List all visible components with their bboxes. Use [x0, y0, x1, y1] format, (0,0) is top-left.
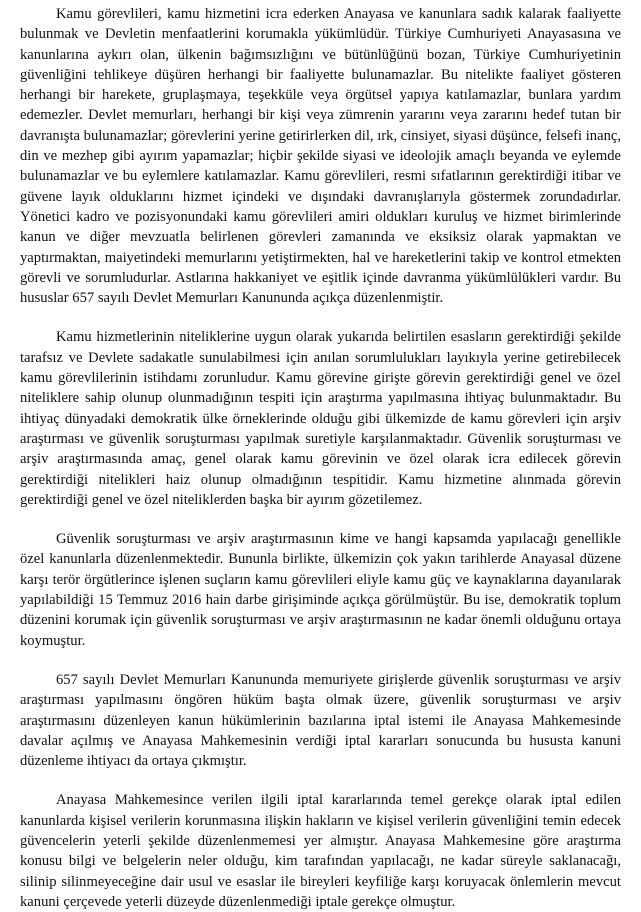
paragraph-security-investigation-scope: Güvenlik soruşturması ve arşiv araştırmasının kime ve hangi kapsamda yapılacağı genellikle özel kanunlarla düzenlenmektedir. Bununla birlikte, ülkemizin çok yakın tarihlerde Anayasal düzene karşı terör örgütlerince işlenen suçların kamu görevlileri eliyle kamu güç ve kaynaklarına dayanılarak yapılabildiği 15 Temmuz 2016 hain darbe girişiminde açıkça görülmüştür. Bu ise, demokratik toplum düzenini korumak için güvenlik soruşturması ve arşiv araştırmasının ne kadar önemli olduğunu ortaya koymuştur.: [20, 531, 621, 649]
paragraph-public-service-qualifications: Kamu hizmetlerinin niteliklerine uygun olarak yukarıda belirtilen esasların gerektirdiği şekilde tarafsız ve Devlete sadakatle sunulabilmesi için anılan sorumlulukları layıkıyla yerine getirebilecek kamu görevlilerinin istihdamı zorunludur. Kamu görevine girişte görevin gerektirdiği genel ve özel niteliklere sahip olunup olunmadığının tespiti için araştırma yapılmasına ihtiyaç bulunmaktadır. Bu ihtiyaç dünyadaki demokratik ülke örneklerinde olduğu gibi ülkemizde de kamu görevleri için arşiv araştırması ve güvenlik soruşturması yapılmak suretiyle karşılanmaktadır. Güvenlik soruşturması ve arşiv araştırmasında amaç, genel olarak kamu görevinin ve özel olarak icra edilecek görevin gerektirdiği nitelikleri haiz olunup olmadığının tespitidir. Kamu hizmetine alınmada görevin gerektirdiği genel ve özel niteliklerden başka bir ayırım gözetilemez.: [20, 329, 621, 508]
paragraph-constitutional-court-cases: 657 sayılı Devlet Memurları Kanununda memuriyete girişlerde güvenlik soruşturması ve arşiv araştırması yapılmasını öngören hüküm başta olmak üzere, güvenlik soruşturması ve arşiv araştırmasını düzenleyen kanun hükümlerinin bazılarına iptal istemi ile Anayasa Mahkemesinde davalar açılmış ve Anayasa Mahkemesinin verdiği iptal kararları sonucunda bu hususta kanuni düzenleme ihtiyacı da ortaya çıkmıştır.: [20, 671, 621, 770]
paragraph-civil-servant-duties: Kamu görevlileri, kamu hizmetini icra ederken Anayasa ve kanunlara sadık kalarak faaliyette bulunmak ve Devletin menfaatlerini korumakla yükümlüdür. Türkiye Cumhuriyeti Anayasasına ve kanunlarına aykırı olan, ülkenin bağımsızlığını ve bütünlüğünü bozan, Türkiye Cumhuriyetinin güvenliğini tehlikeye düşüren herhangi bir faaliyette bulunamazlar. Bu nitelikte faaliyet gösteren herhangi bir harekete, gruplaşmaya, teşekküle veya örgütsel yapıya katılamazlar, bunlara yardım edemezler. Devlet memurları, herhangi bir kişi veya zümrenin yararını veya zararını hedef tutan bir davranışta bulunamazlar; görevlerini yerine getirirlerken dil, ırk, cinsiyet, siyasi düşünce, felsefi inanç, din ve mezhep gibi ayırım yapamazlar; hiçbir şekilde siyasi ve ideolojik amaçlı beyanda ve eylemde bulunamazlar ve bu eylemlere katılamazlar. Kamu görevlileri, resmi sıfatlarının gerektirdiği itibar ve güvene layık olduklarını hizmet içindeki ve dışındaki davranışlarıyla göstermek zorundadırlar. Yönetici kadro ve pozisyonundaki kamu görevlileri amiri oldukları kuruluş ve hizmet birimlerinde kanun ve diğer mevzuatla belirlenen görevleri zamanında ve eksiksiz olarak yapmaktan ve yaptırmaktan, maiyetindeki memurlarını yetiştirmekten, hal ve hareketlerini takip ve kontrol etmekten görevli ve sorumludurlar. Astlarına hakkaniyet ve eşitlik içinde davranma yükümlülükleri vardır. Bu hususlar 657 sayılı Devlet Memurları Kanununda açıkça düzenlenmiştir.: [20, 6, 621, 307]
paragraph-annulment-grounds: Anayasa Mahkemesince verilen ilgili iptal kararlarında temel gerekçe olarak iptal edilen kanunlarda kişisel verilerin korunmasına ilişkin hakların ve kişisel verilerin güvenliğini temin edecek güvencelerin yeterli şekilde düzenlenmemesi yer almıştır. Anayasa Mahkemesine göre araştırma konusu bilgi ve belgelerin neler olduğu, kim tarafından yapılacağı, ne kadar süreyle saklanacağı, silinip silinmeyeceğine dair usul ve esaslar ile bireyleri keyfiliğe karşı koruyacak önlemlerin mevcut kanuni çerçevede yeterli düzeyde düzenlenmediği iptale gerekçe olmuştur.: [20, 792, 621, 910]
